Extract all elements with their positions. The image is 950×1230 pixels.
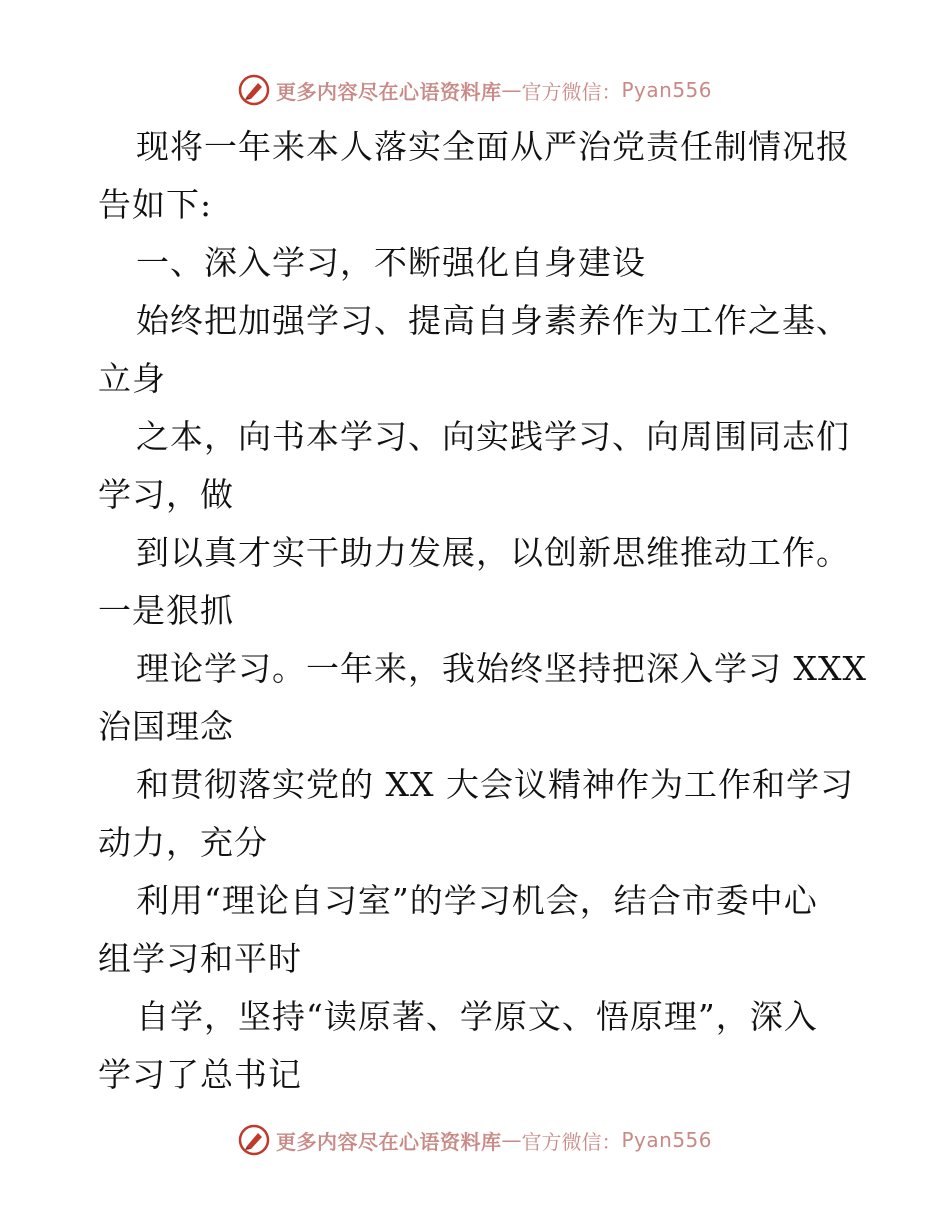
paragraph-line: 告如下: [98, 185, 213, 224]
pen-logo-icon [238, 74, 270, 106]
watermark-header [0, 70, 950, 110]
paragraph-line: 到以真才实干助力发展，以创新思维推动工作。 [136, 533, 850, 572]
paragraph-line: 治国理念 [98, 707, 234, 746]
watermark-main-text: 更多内容尽在心语资料库 [275, 79, 502, 104]
watermark-wechat-id: Pyan556 [621, 78, 712, 102]
paragraph-line: 始终把加强学习、提高自身素养作为工作之基、 [136, 301, 850, 340]
paragraph-line: 理论学习。一年来，我始终坚持把深入学习 XXX [136, 649, 867, 688]
watermark-footer [0, 1120, 950, 1160]
watermark-dash: — [501, 78, 522, 102]
paragraph-line: 立身 [98, 359, 166, 398]
paragraph-line: 利用“理论自习室”的学习机会，结合市委中心 [136, 881, 818, 920]
paragraph-line: 现将一年来本人落实全面从严治党责任制情况报 [136, 127, 850, 166]
paragraph-line: 一是狠抓 [98, 591, 234, 630]
section-heading: 一、深入学习，不断强化自身建设 [136, 243, 646, 282]
paragraph-line: 和贯彻落实党的 XX 大会议精神作为工作和学习 [136, 765, 854, 804]
watermark-wechat-label: 官方微信： [521, 79, 622, 104]
watermark-wechat-label: 官方微信： [521, 1129, 622, 1154]
paragraph-line: 学习，做 [98, 475, 234, 514]
pen-logo-icon [238, 1124, 270, 1156]
watermark-dash: — [501, 1128, 522, 1152]
paragraph-line: 组学习和平时 [98, 939, 302, 978]
document-body [98, 118, 867, 1104]
watermark-main-text: 更多内容尽在心语资料库 [275, 1129, 502, 1154]
paragraph-line: 自学，坚持“读原著、学原文、悟原理”，深入 [136, 997, 818, 1036]
watermark-wechat-id: Pyan556 [621, 1128, 712, 1152]
paragraph-line: 之本，向书本学习、向实践学习、向周围同志们 [136, 417, 850, 456]
paragraph-line: 学习了总书记 [98, 1055, 302, 1094]
paragraph-line: 动力，充分 [98, 823, 268, 862]
